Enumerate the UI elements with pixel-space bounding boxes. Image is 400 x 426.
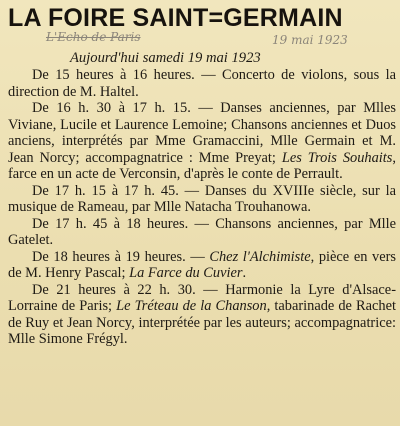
entry-text: , tabarinade de Rachet de Ruy et Jean Norcy, interprétée par les auteurs; accompagnatrice: Mlle Simone Frégyl. — [8, 298, 396, 347]
program-entry — [8, 282, 396, 348]
program-entry — [8, 216, 396, 249]
entry-text: De 16 h. 30 à 17 h. 15. — Danses anciennes, par Mlles Viviane, Lucile et Laurence Lemoine; Chansons anciennes et Duos anciens, interprétés par Mme Gramaccini, Mlle Germain et M. Jean Norcy; accompagnatrice : Mme Preyat; — [8, 100, 396, 166]
handwritten-date-note: 19 mai 1923 — [272, 33, 348, 47]
program-entry — [8, 183, 396, 216]
program-date-subhead: Aujourd'hui samedi 19 mai 1923 — [70, 50, 261, 66]
work-title: Le Tréteau de la Chanson — [116, 298, 267, 314]
entry-text: De 18 heures à 19 heures. — — [32, 248, 210, 265]
program-body — [8, 67, 396, 348]
work-title: Chez l'Alchimiste — [209, 248, 311, 265]
entry-text: De 15 heures à 16 heures. — Concerto de violons, sous la direction de M. Haltel. — [8, 67, 396, 100]
work-title: Les Trois Souhaits — [281, 149, 393, 166]
handwritten-source-note: L'Echo de Paris — [46, 30, 141, 44]
entry-text: , farce en un acte de Verconsin, d'après le conte de Perrault. — [8, 149, 397, 182]
entry-text: , pièce en vers de M. Henry Pascal; — [8, 248, 396, 281]
work-title: La Farce du Cuvier — [129, 265, 243, 281]
program-entry — [8, 249, 396, 282]
entry-text: De 17 h. 15 à 17 h. 45. — Danses du XVIIIe siècle, sur la musique de Rameau, par Mlle Natacha Trouhanowa. — [8, 182, 396, 215]
program-entry — [8, 100, 396, 183]
program-entry — [8, 67, 396, 100]
headline: LA FOIRE SAINT=GERMAIN — [8, 4, 343, 32]
entry-text: . — [242, 265, 247, 281]
entry-text: De 21 heures à 22 h. 30. — Harmonie la Lyre d'Alsace-Lorraine de Paris; — [8, 281, 396, 314]
entry-text: De 17 h. 45 à 18 heures. — Chansons anciennes, par Mlle Gatelet. — [8, 215, 396, 248]
